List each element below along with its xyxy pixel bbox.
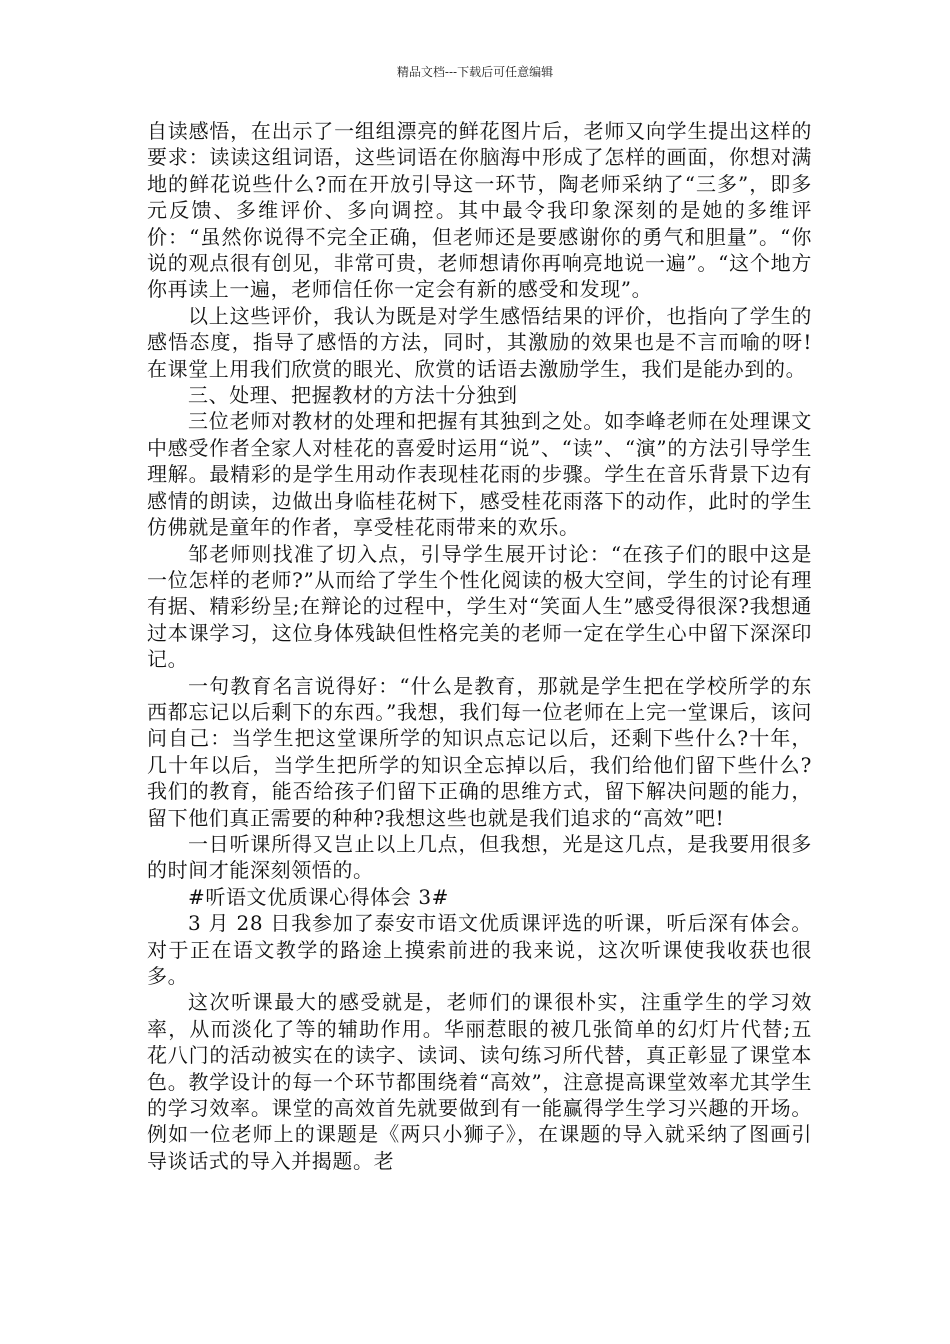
paragraph: 一句教育名言说得好：“什么是教育，那就是学生把在学校所学的东西都忘记以后剩下的东西。”我想，我们每一位老师在上完一堂课后，该问问自己：当学生把这堂课所学的知识点忘记以后，还剩下些什么?十年，几十年以后，当学生把所学的知识全忘掉以后，我们给他们留下些什么?我们的教育，能否给孩子们留下正确的思维方式，留下解决问题的能力，留下他们真正需要的种种?我想这些也就是我们追求的“高效”吧! <box>147 673 812 830</box>
page-header: 精品文档---下载后可任意编辑 <box>396 65 554 79</box>
paragraph: 以上这些评价，我认为既是对学生感悟结果的评价，也指向了学生的感悟态度，指导了感悟的方法，同时，其激励的效果也是不言而喻的呀!在课堂上用我们欣赏的眼光、欣赏的话语去激励学生，我们是能办到的。 <box>147 303 812 381</box>
paragraph: 一日听课所得又岂止以上几点，但我想，光是这几点，是我要用很多的时间才能深刻领悟的。 <box>147 831 812 883</box>
paragraph: 邹老师则找准了切入点，引导学生展开讨论：“在孩子们的眼中这是一位怎样的老师?”从而给了学生个性化阅读的极大空间，学生的讨论有理有据、精彩纷呈;在辩论的过程中，学生对“笑面人生”感受得很深?我想通过本课学习，这位身体残缺但性格完美的老师一定在学生心中留下深深印记。 <box>147 541 812 672</box>
paragraph: 3 月 28 日我参加了泰安市语文优质课评选的听课，听后深有体会。对于正在语文教学的路途上摸索前进的我来说，这次听课使我收获也很多。 <box>147 911 812 988</box>
paragraph: 自读感悟，在出示了一组组漂亮的鲜花图片后，老师又向学生提出这样的要求：读读这组词语，这些词语在你脑海中形成了怎样的画面，你想对满地的鲜花说些什么?而在开放引导这一环节，陶老师采纳了“三多”，即多元反馈、多维评价、多向调控。其中最令我印象深刻的是她的多维评价：“虽然你说得不完全正确，但老师还是要感谢你的勇气和胆量”。“你说的观点很有创见，非常可贵，老师想请你再响亮地说一遍”。“这个地方你再读上一遍，老师信任你一定会有新的感受和发现”。 <box>147 119 812 302</box>
paragraph: 这次听课最大的感受就是，老师们的课很朴实，注重学生的学习效率，从而淡化了等的辅助作用。华丽惹眼的被几张简单的幻灯片代替;五花八门的活动被实在的读字、读词、读句练习所代替，真正彰显了课堂本色。教学设计的每一个环节都围绕着“高效”，注意提高课堂效率尤其学生的学习效率。课堂的高效首先就要做到有一能赢得学生学习兴趣的开场。例如一位老师上的课题是《两只小狮子》，在课题的导入就采纳了图画引导谈话式的导入并揭题。老 <box>147 990 812 1173</box>
document-body <box>147 118 812 1174</box>
article-title: #听语文优质课心得体会 3# <box>188 884 449 909</box>
section-heading: 三、处理、把握教材的方法十分独到 <box>188 383 518 408</box>
paragraph: 三位老师对教材的处理和把握有其独到之处。如李峰老师在处理课文中感受作者全家人对桂花的喜爱时运用“说”、“读”、“演”的方法引导学生理解。最精彩的是学生用动作表现桂花雨的步骤。学生在音乐背景下边有感情的朗读，边做出身临桂花树下，感受桂花雨落下的动作，此时的学生仿佛就是童年的作者，享受桂花雨带来的欢乐。 <box>147 409 812 540</box>
